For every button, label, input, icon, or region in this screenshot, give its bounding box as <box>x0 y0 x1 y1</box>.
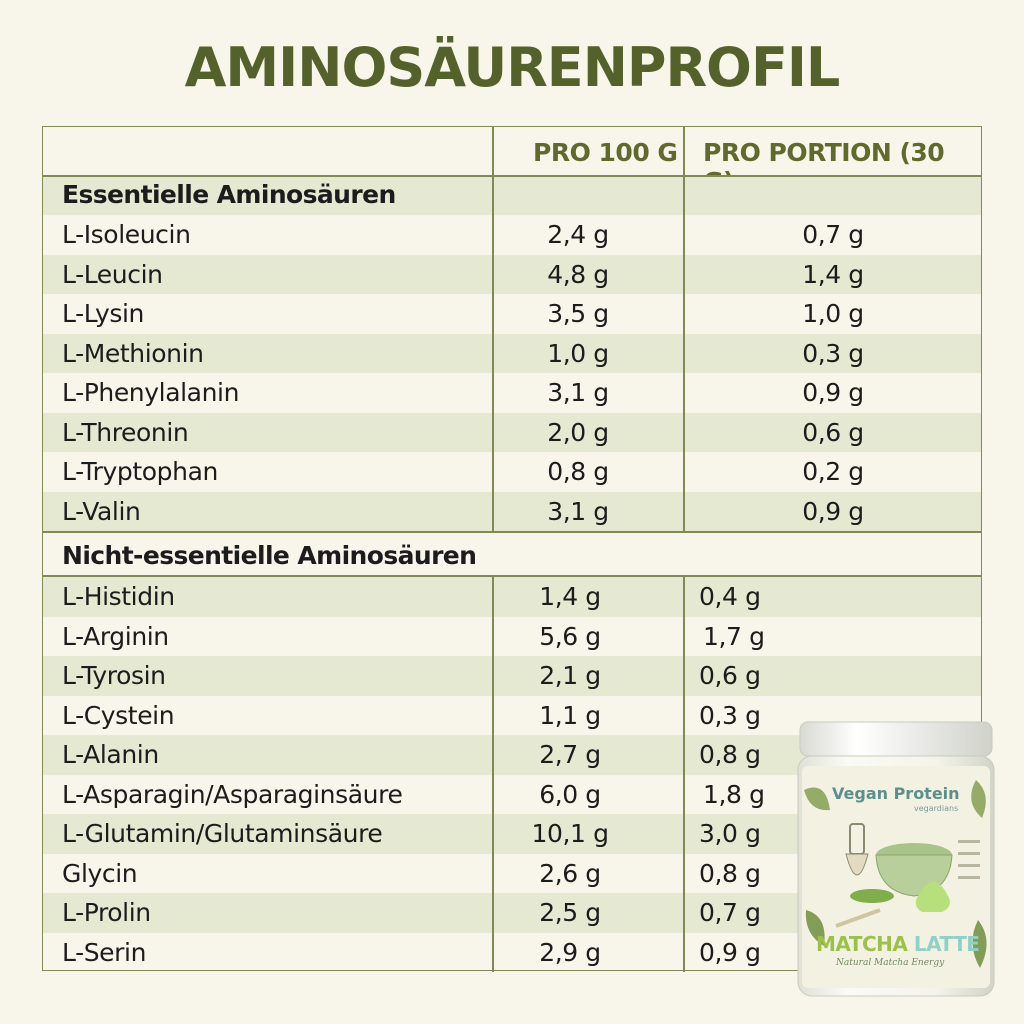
column-divider <box>683 127 685 531</box>
value-portion: 0,9 g <box>802 496 864 526</box>
product-name <box>816 932 979 956</box>
value-portion: 0,2 g <box>802 457 864 487</box>
table-row <box>43 413 981 453</box>
section-divider <box>43 531 981 533</box>
amino-acid-name: L-Tyrosin <box>62 661 166 691</box>
value-per100: 3,1 g <box>547 378 609 408</box>
value-portion: 0,3 g <box>802 338 864 368</box>
value-portion: 1,8 g <box>703 779 765 809</box>
section-divider <box>43 575 981 577</box>
product-name-part1: MATCHA <box>816 932 908 956</box>
value-per100: 1,0 g <box>547 338 609 368</box>
value-per100: 2,7 g <box>539 740 601 770</box>
table-row <box>43 656 981 696</box>
table-row <box>43 373 981 413</box>
column-divider <box>492 127 494 531</box>
product-maker: vegardians <box>914 804 959 813</box>
value-portion: 0,7 g <box>802 220 864 250</box>
value-per100: 2,9 g <box>539 937 601 967</box>
value-portion: 3,0 g <box>699 819 761 849</box>
column-header-per100: PRO 100 G <box>533 138 678 167</box>
value-per100: 4,8 g <box>547 259 609 289</box>
page-title: AMINOSÄURENPROFIL <box>184 36 840 99</box>
value-per100: 10,1 g <box>531 819 609 849</box>
amino-acid-name: L-Prolin <box>62 898 151 928</box>
amino-acid-name: L-Phenylalanin <box>62 378 240 408</box>
amino-acid-name: L-Threonin <box>62 417 189 447</box>
table-row <box>43 255 981 295</box>
section-heading-row <box>43 175 981 215</box>
amino-acid-name: L-Valin <box>62 496 141 526</box>
value-portion: 0,9 g <box>802 378 864 408</box>
product-tagline: Natural Matcha Energy <box>836 958 945 968</box>
value-per100: 0,8 g <box>547 457 609 487</box>
value-per100: 3,1 g <box>547 496 609 526</box>
amino-acid-name: L-Arginin <box>62 621 169 651</box>
table-row <box>43 452 981 492</box>
product-brand: Vegan Protein <box>832 784 960 803</box>
value-portion: 1,0 g <box>802 299 864 329</box>
value-portion: 1,4 g <box>802 259 864 289</box>
product-jar-image <box>796 720 996 1002</box>
amino-acid-name: L-Leucin <box>62 259 163 289</box>
value-per100: 5,6 g <box>539 621 601 651</box>
product-name-part2: LATTE <box>913 932 980 956</box>
amino-acid-name: L-Asparagin/Asparaginsäure <box>62 779 403 809</box>
amino-acid-name: L-Isoleucin <box>62 220 191 250</box>
value-per100: 2,6 g <box>539 858 601 888</box>
amino-acid-name: L-Glutamin/Glutaminsäure <box>62 819 383 849</box>
header-divider <box>43 175 981 177</box>
amino-acid-name: L-Tryptophan <box>62 457 218 487</box>
amino-acid-name: Glycin <box>62 858 138 888</box>
table-row <box>43 294 981 334</box>
value-per100: 1,4 g <box>539 582 601 612</box>
table-row <box>43 492 981 532</box>
value-portion: 1,7 g <box>703 621 765 651</box>
value-per100: 3,5 g <box>547 299 609 329</box>
value-portion: 0,4 g <box>699 582 761 612</box>
value-portion: 0,8 g <box>699 858 761 888</box>
table-row <box>43 617 981 657</box>
amino-acid-name: L-Alanin <box>62 740 159 770</box>
table-row <box>43 577 981 617</box>
section-heading-nonessential: Nicht-essentielle Aminosäuren <box>62 540 477 570</box>
section-heading-row <box>43 534 981 576</box>
value-per100: 2,0 g <box>547 417 609 447</box>
value-per100: 2,1 g <box>539 661 601 691</box>
amino-acid-name: L-Lysin <box>62 299 144 329</box>
value-per100: 2,5 g <box>539 898 601 928</box>
value-portion: 0,8 g <box>699 740 761 770</box>
table-row <box>43 334 981 374</box>
value-per100: 6,0 g <box>539 779 601 809</box>
value-per100: 2,4 g <box>547 220 609 250</box>
amino-acid-name: L-Cystein <box>62 700 175 730</box>
amino-acid-name: L-Histidin <box>62 582 175 612</box>
value-portion: 0,7 g <box>699 898 761 928</box>
value-portion: 0,6 g <box>802 417 864 447</box>
column-header-portion: PRO PORTION (30 <box>703 138 945 167</box>
column-divider <box>492 575 494 972</box>
value-per100: 1,1 g <box>539 700 601 730</box>
section-heading-essential: Essentielle Aminosäuren <box>62 180 396 210</box>
column-divider <box>683 575 685 972</box>
amino-acid-name: L-Methionin <box>62 338 204 368</box>
value-portion: 0,9 g <box>699 937 761 967</box>
value-portion: 0,3 g <box>699 700 761 730</box>
table-row <box>43 215 981 255</box>
amino-acid-name: L-Serin <box>62 937 147 967</box>
value-portion: 0,6 g <box>699 661 761 691</box>
